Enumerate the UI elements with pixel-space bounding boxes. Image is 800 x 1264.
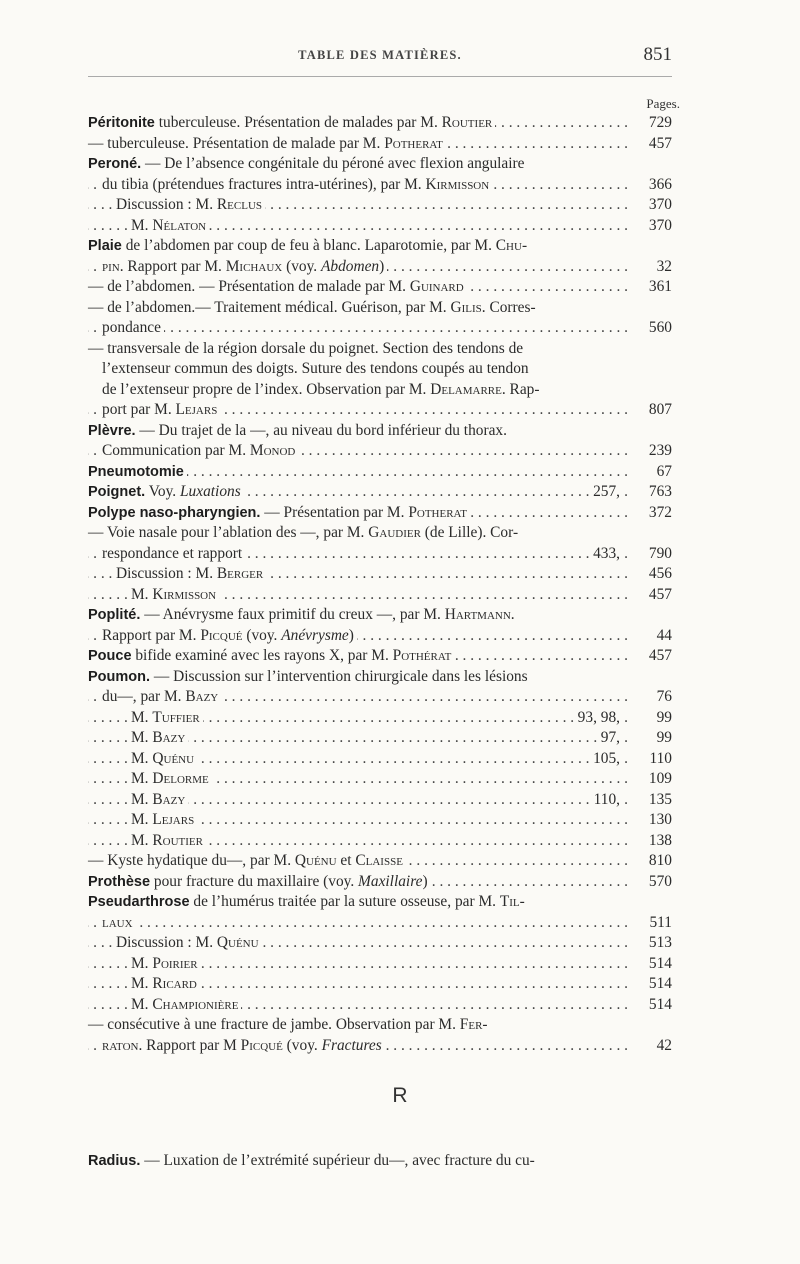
- entry-text: [131, 811, 197, 828]
- author-name: Bazy: [152, 790, 186, 808]
- index-line: [88, 503, 672, 524]
- entry-text: [102, 442, 298, 459]
- author-name: Quénu: [152, 749, 195, 767]
- index-line: [88, 441, 672, 462]
- page-reference: 76: [653, 687, 672, 708]
- entry-heading: Plèvre.: [88, 422, 136, 439]
- author-name: Guinard: [409, 278, 464, 295]
- author-name: Gilis: [450, 298, 482, 316]
- entry-text: [131, 832, 206, 849]
- author-name: Potherat: [384, 134, 443, 152]
- author-name: Kirmisson: [152, 585, 217, 603]
- page-reference: 42: [653, 1036, 672, 1057]
- page-reference: 456: [645, 564, 672, 585]
- page-reference: 514: [645, 974, 672, 995]
- entry-fragment: . Rap-: [501, 380, 540, 398]
- author-name: Michaux: [225, 257, 283, 275]
- page-reference: 514: [645, 954, 672, 975]
- index-line: [88, 1036, 672, 1057]
- index-line: [88, 708, 672, 729]
- page-reference: 370: [645, 195, 672, 216]
- entry-fragment: — de l’abdomen. — Présentation de malade par M.: [88, 278, 410, 295]
- entry-text: [88, 873, 431, 890]
- running-title: TABLE DES MATIÈRES.: [298, 48, 462, 62]
- index-line: [88, 462, 672, 483]
- author-name: Reclus: [216, 196, 263, 213]
- page-reference: 457: [645, 134, 672, 155]
- index-line: [88, 175, 672, 196]
- entry-fragment: ): [379, 257, 385, 275]
- entry-fragment: bifide examiné avec les rayons X, par M.: [131, 647, 393, 664]
- dot-leader: [88, 318, 628, 339]
- index-line: [88, 318, 672, 339]
- author-name: Lejars: [175, 401, 218, 418]
- page-reference: 366: [645, 175, 672, 196]
- author-name: Claisse: [355, 852, 403, 869]
- page-reference: 560: [645, 318, 672, 339]
- extra-page-refs: 97,: [597, 728, 620, 749]
- page-number: 851: [643, 44, 672, 65]
- entry-text: [131, 955, 201, 972]
- entry-fragment: Discussion : M.: [116, 565, 217, 582]
- dot-leader: [88, 913, 628, 934]
- page-reference: 514: [645, 995, 672, 1016]
- author-name: Til-: [499, 893, 525, 910]
- cross-reference: Anévrysme: [281, 626, 349, 644]
- entry-heading: Polype naso-pharyngien.: [88, 504, 261, 521]
- entry-text: [88, 340, 526, 357]
- entry-fragment: M.: [131, 749, 153, 767]
- entry-text: [102, 319, 164, 336]
- entry-fragment: . Rapport par M: [138, 1036, 241, 1054]
- entry-text: [131, 770, 212, 787]
- entry-heading: Pouce: [88, 648, 132, 664]
- entry-fragment: — Voie nasale pour l’ablation des —, par M.: [88, 524, 369, 541]
- entry-text: [116, 934, 262, 951]
- entry-fragment: — transversale de la région dorsale du poignet. Section des tendons de: [88, 339, 524, 357]
- entry-fragment: (de Lille). Cor-: [420, 524, 519, 541]
- entry-fragment: de l’abdomen par coup de feu à blanc. Laparotomie, par M.: [121, 237, 496, 254]
- author-name: pin: [102, 257, 120, 275]
- entry-text: [102, 545, 245, 562]
- entry-text: [88, 647, 454, 664]
- entry-text: [102, 381, 542, 398]
- index-line: [88, 236, 672, 257]
- index-line: [88, 1015, 672, 1036]
- index-line: [88, 216, 672, 237]
- index-line: [88, 339, 672, 360]
- entry-heading: Poignet.: [88, 484, 146, 500]
- author-name: Tuffier: [152, 708, 200, 726]
- entry-fragment: (voy.: [282, 257, 321, 275]
- author-name: Potherat: [408, 503, 467, 521]
- index-line: [88, 667, 672, 688]
- entry-text: [102, 258, 387, 275]
- page-reference: 239: [645, 441, 672, 462]
- index-line: [88, 954, 672, 975]
- author-name: Bazy: [152, 729, 186, 746]
- entry-text: [102, 401, 220, 418]
- entry-text: [131, 750, 197, 767]
- author-name: Quénu: [294, 852, 337, 869]
- author-name: Ricard: [152, 975, 197, 992]
- entry-fragment: tuberculeuse. Présentation de malades par M.: [154, 114, 442, 131]
- index-line: [88, 728, 672, 749]
- page-reference: 729: [645, 113, 672, 134]
- entry-fragment: du tibia (prétendues fractures intra-utérines), par M.: [102, 175, 426, 193]
- page-reference: 110: [645, 749, 672, 770]
- entry-text: [88, 299, 539, 316]
- entry-text: [131, 996, 241, 1013]
- page-reference: 370: [645, 216, 672, 237]
- page-reference: 807: [645, 400, 672, 421]
- index-line: [88, 400, 672, 421]
- page-reference: 67: [653, 462, 672, 483]
- index-line: [88, 995, 672, 1016]
- entry-fragment: M.: [131, 811, 153, 828]
- index-line: [88, 933, 672, 954]
- entry-text: [88, 114, 495, 131]
- entry-text: [88, 893, 528, 910]
- entry-text: [131, 217, 209, 234]
- entry-text: [88, 504, 470, 521]
- entry-fragment: M.: [131, 954, 153, 972]
- entry-heading: Plaie: [88, 238, 122, 254]
- entry-fragment: — de l’abdomen.— Traitement médical. Guérison, par M.: [88, 298, 451, 316]
- author-name: Gaudier: [368, 524, 421, 541]
- index-line: [88, 974, 672, 995]
- entry-text: [88, 524, 521, 541]
- entry-fragment: et: [336, 852, 356, 869]
- page-reference: 457: [645, 646, 672, 667]
- entry-text: [88, 606, 518, 623]
- entry-fragment: respondance et rapport: [102, 544, 243, 562]
- index-line: [88, 523, 672, 544]
- entry-text: [102, 1037, 385, 1054]
- index-line: [88, 421, 672, 442]
- page-reference: 44: [653, 626, 672, 647]
- author-name: Bazy: [185, 688, 219, 705]
- entry-text: [88, 155, 528, 172]
- entry-heading: Pneumotomie: [88, 463, 184, 480]
- entry-text: [116, 196, 265, 213]
- author-name: Picqué: [240, 1036, 283, 1054]
- entry-fragment: M.: [131, 995, 153, 1013]
- entry-fragment: M.: [131, 790, 153, 808]
- index-line: [88, 544, 672, 565]
- page-reference: 99: [653, 708, 672, 729]
- entry-text: [102, 914, 136, 931]
- entry-fragment: M.: [131, 831, 153, 849]
- section-letter: R: [392, 1084, 408, 1107]
- entry-text: [88, 278, 467, 295]
- header-rule: [88, 76, 672, 77]
- entry-text: [131, 791, 188, 808]
- extra-page-refs: 433,: [589, 544, 620, 565]
- index-line: [88, 831, 672, 852]
- entry-fragment: — Discussion sur l’intervention chirurgicale dans les lésions: [150, 667, 528, 685]
- author-name: Pothérat: [392, 647, 452, 664]
- entry-fragment: port par M.: [102, 401, 176, 418]
- author-name: Delamarre: [430, 380, 502, 398]
- author-name: Lejars: [152, 811, 195, 828]
- author-name: Quénu: [216, 934, 259, 951]
- extra-page-refs: 257,: [589, 482, 620, 503]
- entry-fragment: M.: [131, 729, 153, 746]
- entry-text: [88, 483, 244, 500]
- index-line: [88, 195, 672, 216]
- author-name: Kirmisson: [425, 175, 490, 193]
- extra-page-refs: 110,: [590, 790, 620, 811]
- entry-text: [88, 852, 406, 869]
- index-line: [88, 810, 672, 831]
- entry-fragment: Rapport par M.: [102, 626, 201, 644]
- pages-column-label: Pages.: [646, 96, 680, 111]
- entry-heading: Prothèse: [88, 873, 151, 890]
- page-reference: 135: [645, 790, 672, 811]
- entry-heading: Poumon.: [88, 668, 151, 685]
- entry-text: [88, 463, 187, 480]
- entry-text: [88, 668, 531, 685]
- extra-page-refs: 93, 98,: [574, 708, 620, 729]
- index-line: [88, 749, 672, 770]
- entry-fragment: de l’extenseur propre de l’index. Observation par M.: [102, 380, 431, 398]
- entry-text: [102, 360, 532, 377]
- author-name: Monod: [249, 442, 296, 459]
- page-reference: 372: [645, 503, 672, 524]
- index-line: [88, 257, 672, 278]
- author-name: Championière: [152, 995, 239, 1013]
- index-entry-radius: [88, 1152, 535, 1170]
- entry-fragment: — consécutive à une fracture de jambe. Observation par M.: [88, 1016, 460, 1033]
- entry-text: [131, 709, 203, 726]
- index-line: [88, 585, 672, 606]
- index-line: [88, 626, 672, 647]
- index-line: [88, 687, 672, 708]
- entry-text: [102, 176, 492, 193]
- page-reference: 790: [645, 544, 672, 565]
- entry-text: [88, 135, 446, 152]
- page-reference: 457: [645, 585, 672, 606]
- entry-heading: Peroné.: [88, 156, 142, 172]
- entry-fragment: de l’humérus traitée par la suture osseuse, par M.: [189, 893, 500, 910]
- entry-fragment: M.: [131, 216, 153, 234]
- entry-fragment: pondance: [102, 319, 161, 336]
- page-reference: 99: [653, 728, 672, 749]
- author-name: Delorme: [152, 770, 209, 787]
- entry-fragment: Discussion : M.: [116, 934, 217, 951]
- page-reference: 513: [645, 933, 672, 954]
- entry-fragment: (voy.: [242, 626, 282, 644]
- entry-fragment: . Corres-: [481, 298, 536, 316]
- index-line: [88, 790, 672, 811]
- index-line: [88, 113, 672, 134]
- index-line: [88, 380, 672, 401]
- entry-fragment: M.: [131, 770, 153, 787]
- entry-fragment: . Rapport par M.: [119, 257, 226, 275]
- entry-text: [102, 627, 357, 644]
- cross-reference: Abdomen: [320, 257, 380, 275]
- index-line: [88, 646, 672, 667]
- index-line: [88, 359, 672, 380]
- author-name: raton: [102, 1036, 139, 1054]
- entry-fragment: M.: [131, 975, 153, 992]
- entry-text: [131, 729, 188, 746]
- entry-fragment: Communication par M.: [102, 442, 250, 459]
- entry-heading: Poplité.: [88, 607, 141, 623]
- index-line: [88, 154, 672, 175]
- index-line: [88, 892, 672, 913]
- page-reference: 138: [645, 831, 672, 852]
- entry-heading: Péritonite: [88, 115, 155, 131]
- author-name: Poirier: [152, 954, 198, 972]
- author-name: Berger: [216, 565, 264, 582]
- author-name: Hartmann: [444, 606, 511, 623]
- author-name: Chu-: [495, 237, 528, 254]
- entry-fragment: Voy.: [145, 483, 180, 500]
- running-header: [88, 44, 672, 74]
- index-line: [88, 564, 672, 585]
- page-reference: 763: [645, 482, 672, 503]
- entry-fragment: — tuberculeuse. Présentation de malade par M.: [88, 134, 385, 152]
- entry-text: [131, 586, 219, 603]
- author-name: Fer-: [459, 1016, 488, 1033]
- entry-text: [88, 1016, 491, 1033]
- entry-fragment: ): [422, 872, 428, 890]
- page-reference: 361: [645, 277, 672, 298]
- entry-fragment: — Kyste hydatique du—, par M.: [88, 852, 295, 869]
- index-line: [88, 482, 672, 503]
- cross-reference: Luxations: [180, 483, 241, 500]
- index-line: [88, 851, 672, 872]
- entry-fragment: .: [510, 606, 515, 623]
- entry-fragment: — Du trajet de la —, au niveau du bord inférieur du thorax.: [135, 421, 507, 439]
- entry-fragment: pour fracture du maxillaire (voy.: [150, 872, 359, 890]
- page-reference: 570: [645, 872, 672, 893]
- index-line: [88, 913, 672, 934]
- entry-fragment: — Anévrysme faux primitif du creux —, par M.: [140, 606, 445, 623]
- index-line: [88, 872, 672, 893]
- index-line: [88, 277, 672, 298]
- author-name: Routier: [152, 831, 203, 849]
- author-name: Picqué: [200, 626, 243, 644]
- entry-text: [116, 565, 266, 582]
- entry-fragment: (voy.: [282, 1036, 322, 1054]
- cross-reference: Fractures: [321, 1036, 382, 1054]
- page-reference: 130: [645, 810, 672, 831]
- index-line: [88, 134, 672, 155]
- index-line: [88, 605, 672, 626]
- cross-reference: Maxillaire: [358, 872, 423, 890]
- author-name: Nélaton: [152, 216, 207, 234]
- entry-heading: Radius.: [88, 1153, 141, 1169]
- entry-fragment: — De l’absence congénitale du péroné avec flexion angulaire: [141, 155, 525, 172]
- entry-text: [131, 975, 200, 992]
- index-entries: [88, 113, 672, 1056]
- index-line: [88, 298, 672, 319]
- entry-text: [88, 237, 530, 254]
- entry-text: — Luxation de l’extrémité supérieur du—, avec fracture du cu-: [140, 1152, 535, 1169]
- index-line: [88, 769, 672, 790]
- extra-page-refs: 105,: [589, 749, 620, 770]
- entry-heading: Pseudarthrose: [88, 894, 190, 910]
- entry-fragment: — Présentation par M.: [260, 503, 409, 521]
- entry-fragment: M.: [131, 708, 153, 726]
- entry-text: [88, 422, 510, 439]
- entry-fragment: ): [348, 626, 354, 644]
- entry-fragment: Discussion : M.: [116, 196, 217, 213]
- page-reference: 810: [645, 851, 672, 872]
- entry-fragment: du—, par M.: [102, 688, 186, 705]
- page-reference: 109: [645, 769, 672, 790]
- author-name: laux: [102, 913, 133, 931]
- entry-fragment: l’extenseur commun des doigts. Suture des tendons coupés au tendon: [102, 360, 529, 377]
- entry-fragment: M.: [131, 585, 153, 603]
- author-name: Routier: [441, 114, 493, 131]
- entry-text: [102, 688, 221, 705]
- page-reference: 32: [653, 257, 672, 278]
- page-reference: 511: [645, 913, 672, 934]
